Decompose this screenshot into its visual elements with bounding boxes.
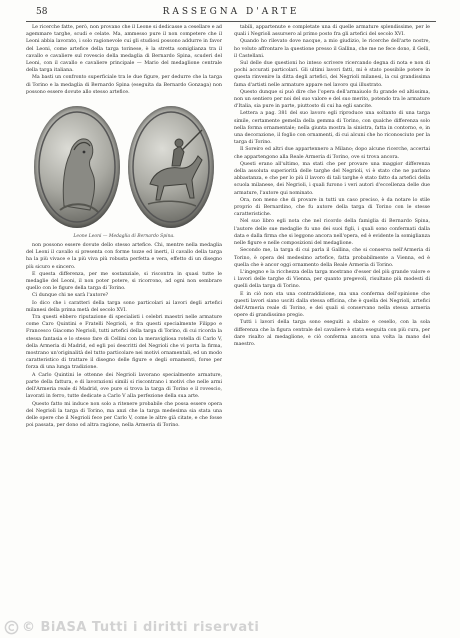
medal-obverse-portrait — [34, 106, 120, 228]
copyright-watermark — [4, 620, 456, 636]
medal-reverse-horseman — [128, 106, 214, 228]
paragraph: Ma basti un confronto superficiale tra le due figure, per dedurre che la targa di Torino e la medaglia di Bernardo Spina (eseguita da Bernardo Gonzaga) non possono essere dovute allo stesso artefice. — [26, 75, 222, 95]
paragraph: Nel suo libro egli nota che nel ricordo della famiglia di Bernardo Spina, l'autore delle sue medaglie fu uno dei suoi figli, i quali sono confermati dalla data e dalla firma che si leggono ancora nell'opera, ed è evidente la somiglianza nelle figure e nelle composizioni del medaglione. — [234, 219, 430, 247]
left-column-bottom — [26, 242, 222, 429]
paragraph: L'ingegno e la ricchezza della targa mostrano d'esser del più grande valore e i lavori delle targhe di Vienna, per quanto pregevoli, risultano più modesti di quelli della targa di Torino. — [234, 269, 430, 290]
paragraph: Sul delle due questioni ho inteso scrivere ricercando degna di nota e non di pochi accurati particolari. Gli ultimi lavori fatti, mi è stato possibile potere in questa rinvenire la ditta degli artefici, dei Negrioli milanesi, la cui grandissima fama d'artisti nelle armature appare nel lavoro qui illustrato. — [234, 61, 430, 88]
paragraph: non possono essere dovute dello stesso artefice. Chi, mentre nella medaglia del Leoni il cavallo si presenta con forme tozze ed inerti, il cavallo della targa ha la più vivace e la più viva più robusta perfetta e vera, effetto di un disegno più sicuro e sincero. — [26, 243, 222, 270]
paragraph: Secondo me, la targa di cui parla il Gallina, che si conserva nell'Armeria di Torino, è opera del medesimo artefice, fatta probabilmente a Vienna, ed è quella che è ancor oggi ornamento della Reale Armeria di Torino. — [234, 248, 430, 268]
watermark-text: © BiASA Tutti i diritti riservati — [22, 620, 260, 635]
paragraph: Quando ho rilevato dove nacque, a mio giudizio, le ricerche dell'arte nostre, ho voluto affrontare la questione presso il Gallina, che me ne fece dono, il Gelli, il Castellani. — [234, 39, 430, 59]
paragraph: Questo fatto mi induce non solo a ritenere probabile che possa essere opera del Negrioli la targa di Torino, ma anzi che la targa medesima sia stata una delle opere che il Negrioli fece per Carlo V, come le altre già citate, e che fosse poi passata, per dono od altra ragione, nella Armeria di Torino. — [26, 401, 222, 429]
paragraph: tabili, appartenute e completate una di quelle armature splendissime, per le quali i Negrioli assursero al primo posto fra gli artefici del secolo XVI. — [234, 25, 430, 38]
paragraph: Il Soreiro ed altri due appartennero a Milano; dopo alcune ricerche, accertai che appartengono alla Reale Armeria di Torino, ove si trova ancora. — [234, 147, 430, 160]
paragraph: Tra questi ebbero riputazione di specialisti i celebri maestri nelle armature come Caro Quintini e Fratelli Negrioli, e fra questi specialmente Filippo e Francesco Giacomo Negrioli, tutti artefici della targa di Torino, di cui ricorda la stessa fantasia e lo stesso fare di Cellini con la meravigliosa rotella di Carlo V, della Armeria di Madrid, ed egli poi descritti del Negrioli che vi porta la firma, mostrano un'originalità del tutto particolare nei motivi ornamentali, ed un modo caratteristico di trattare il disegno delle figure e degli ornamenti, forse per forza di una lunga tradizione. — [26, 315, 222, 371]
figure-caption: Leone Leoni — Medaglia di Bernardo Spina. — [73, 233, 175, 239]
paragraph: Le ricerche fatte, però, non provano che il Leone si dedicasse a cesellare e ad agemmare targhe, scudi e celate. Ma, ammesso pure il non competere che il Leoni abbia lavorato, i solo ragionevole cui gli studiosi possono addurre in favor del Leoni, come artefice della targa torinese, è la stretta somiglianza tra il cavallo e cavaliere sul rovescio della medaglia di Bernardo Spina, scuderi del Leoni, con il cavallo e cavaliere principale — Mario del medaglione centrale della targa italiana. — [26, 25, 222, 74]
left-column-top — [26, 24, 222, 96]
paragraph: Ci dunque chi ne sarà l'autore? — [32, 293, 109, 299]
paragraph: Ora, non meno che di provare in tutti un caso preciso, è da notare lo stile proprio di Bernardino, che fu autore della targa di Torino con le stesse caratteristiche. — [234, 197, 430, 218]
left-column — [26, 24, 222, 618]
paragraph: Questo dunque si può dire che l'opera dell'armaiuolo fu grande ed altissima, non un sentiero per noi del suo valore e del suo merito, potendo tra le armature d'Italia, sia pure in parte, piuttosto di cui ha egli sancite. — [234, 89, 430, 110]
paragraph: E questa differenza, per me sostanziale, si riscontra in quasi tutte le medaglie del Leoni, il non poter potere, si ricorrono, ad ogni non sembrare quello con le figure della targa di Torino. — [26, 271, 222, 292]
paragraph: Tutti i lavori della targa sono eseguiti a sbalzo e cesello, con la sola differenza che la figura centrale del cavaliere è stata eseguita con più cura, per dare risalto al medaglione, e ciò conferma ancora una volta la mano del maestro. — [234, 320, 430, 347]
paragraph: E in ciò non sta una contraddizione, ma una conferma dell'opinione che questi lavori siano usciti dalla stessa officina, che è quella dei Negrioli, artefici dell'Armeria reale di Torino, e dei quali si conservano nella stessa armeria opere di grandissimo pregio. — [234, 291, 430, 319]
page-header — [26, 5, 436, 22]
paragraph: Questi erano all'ultimo, ma stati che per provare una maggior differenza della assoluta superiorità delle targhe del Negrioli, vi è stato che ne parlano abbastanza, e che per lo più il lavoro di tali targhe è stato fatto da artefici della scuola milanese, dei Negrioli, i quali furono i veri autori d'eccellenza delle due armature, l'autore qui nominato. — [234, 161, 430, 196]
right-column — [234, 24, 430, 618]
paragraph: Io dico che i caratteri della targa sono particolari ai lavori degli artefici milanesi della prima metà del secolo XVI. — [26, 300, 222, 313]
paragraph: Lettera a pag. 381 del suo lavoro egli riproduce una soltanto di una targa simile, certamente gemella della gemma di Torino, con qualche differenza solo nella forma ornamentale; nella giunta mostra la sinistra, fatta in contorno, e, in una decorazione, il foglio con ornamenti, di cui alcuni che ho riconosciuto per la targa di Torino. — [234, 111, 430, 146]
paragraph: A Carlo Quintini le ottenne dei Negrioli lavorano specialmente armature, parte della fattura, e di lavorazioni simili si riscontrano i motivi che nelle armi dell'Armeria reale di Madrid, ove pure si trova la targa di Torino e il rovescio, lavorati in ferro, tutte dedicate a Carlo V alla perfezione della sua arte. — [26, 372, 222, 400]
running-title: RASSEGNA D'ARTE — [162, 7, 300, 17]
medal-plate — [30, 100, 218, 240]
copyright-icon — [4, 620, 19, 635]
page-number: 58 — [36, 7, 48, 17]
